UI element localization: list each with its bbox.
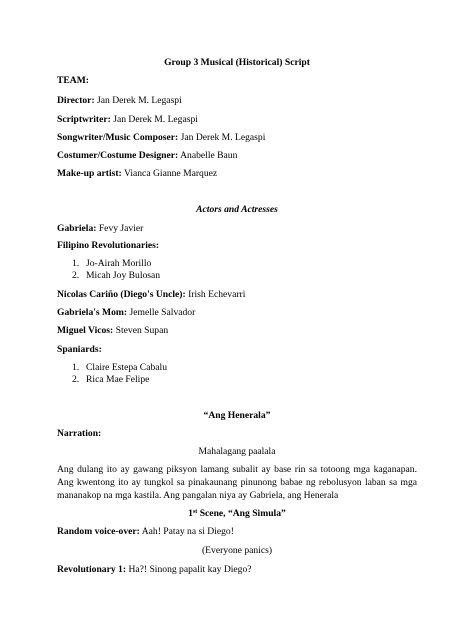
list-item: 1. Jo-Airah Morillo bbox=[72, 258, 152, 269]
cast-nicolas: Nicolas Cariño (Diego's Uncle): Irish Echevarri bbox=[57, 289, 246, 300]
team-makeup: Make-up artist: Vianca Gianne Marquez bbox=[57, 168, 218, 179]
play-title: “Ang Henerala” bbox=[203, 410, 271, 421]
cast-heading: Actors and Actresses bbox=[196, 204, 278, 215]
document-title: Group 3 Musical (Historical) Script bbox=[164, 57, 310, 68]
cast-revolutionaries-label: Filipino Revolutionaries: bbox=[57, 240, 160, 251]
team-costumer: Costumer/Costume Designer: Anabelle Baun bbox=[57, 150, 238, 161]
narration-label: Narration: bbox=[57, 428, 102, 439]
scene-heading: 1st Scene, “Ang Simula” bbox=[188, 508, 286, 519]
list-item: 2. Micah Joy Bulosan bbox=[72, 270, 161, 281]
team-songwriter: Songwriter/Music Composer: Jan Derek M. Legaspi bbox=[57, 132, 266, 143]
notice-text: Mahalagang paalala bbox=[198, 446, 276, 457]
line-voiceover: Random voice-over: Aah! Patay na si Diego! bbox=[57, 526, 234, 537]
cast-miguel: Miguel Vicos: Steven Supan bbox=[57, 325, 169, 336]
cast-gabriela: Gabriela: Fevy Javier bbox=[57, 223, 144, 234]
list-item: 2. Rica Mae Felipe bbox=[72, 374, 150, 385]
list-item: 1. Claire Estepa Cabalu bbox=[72, 362, 167, 373]
team-heading: TEAM: bbox=[57, 75, 89, 86]
team-scriptwriter: Scriptwriter: Jan Derek M. Legaspi bbox=[57, 114, 198, 125]
cast-spaniards-label: Spaniards: bbox=[57, 344, 102, 355]
cast-mom: Gabriela's Mom: Jemelle Salvador bbox=[57, 307, 196, 318]
stage-direction: (Everyone panics) bbox=[201, 545, 273, 556]
narration-paragraph: Ang dulang ito ay gawang piksyon lamang subalit ay base rin sa totoong mga kaganapan. Ang kwentong ito ay tungkol sa pinakaunang pinunong babae ng rebolusyon laban sa mga mananakop na mga kastila. Ang pangalan niya ay Gabriela, ang Henerala bbox=[57, 464, 417, 501]
team-director: Director: Jan Derek M. Legaspi bbox=[57, 95, 182, 106]
line-revolutionary-1: Revolutionary 1: Ha?! Sinong papalit kay Diego? bbox=[57, 564, 252, 575]
